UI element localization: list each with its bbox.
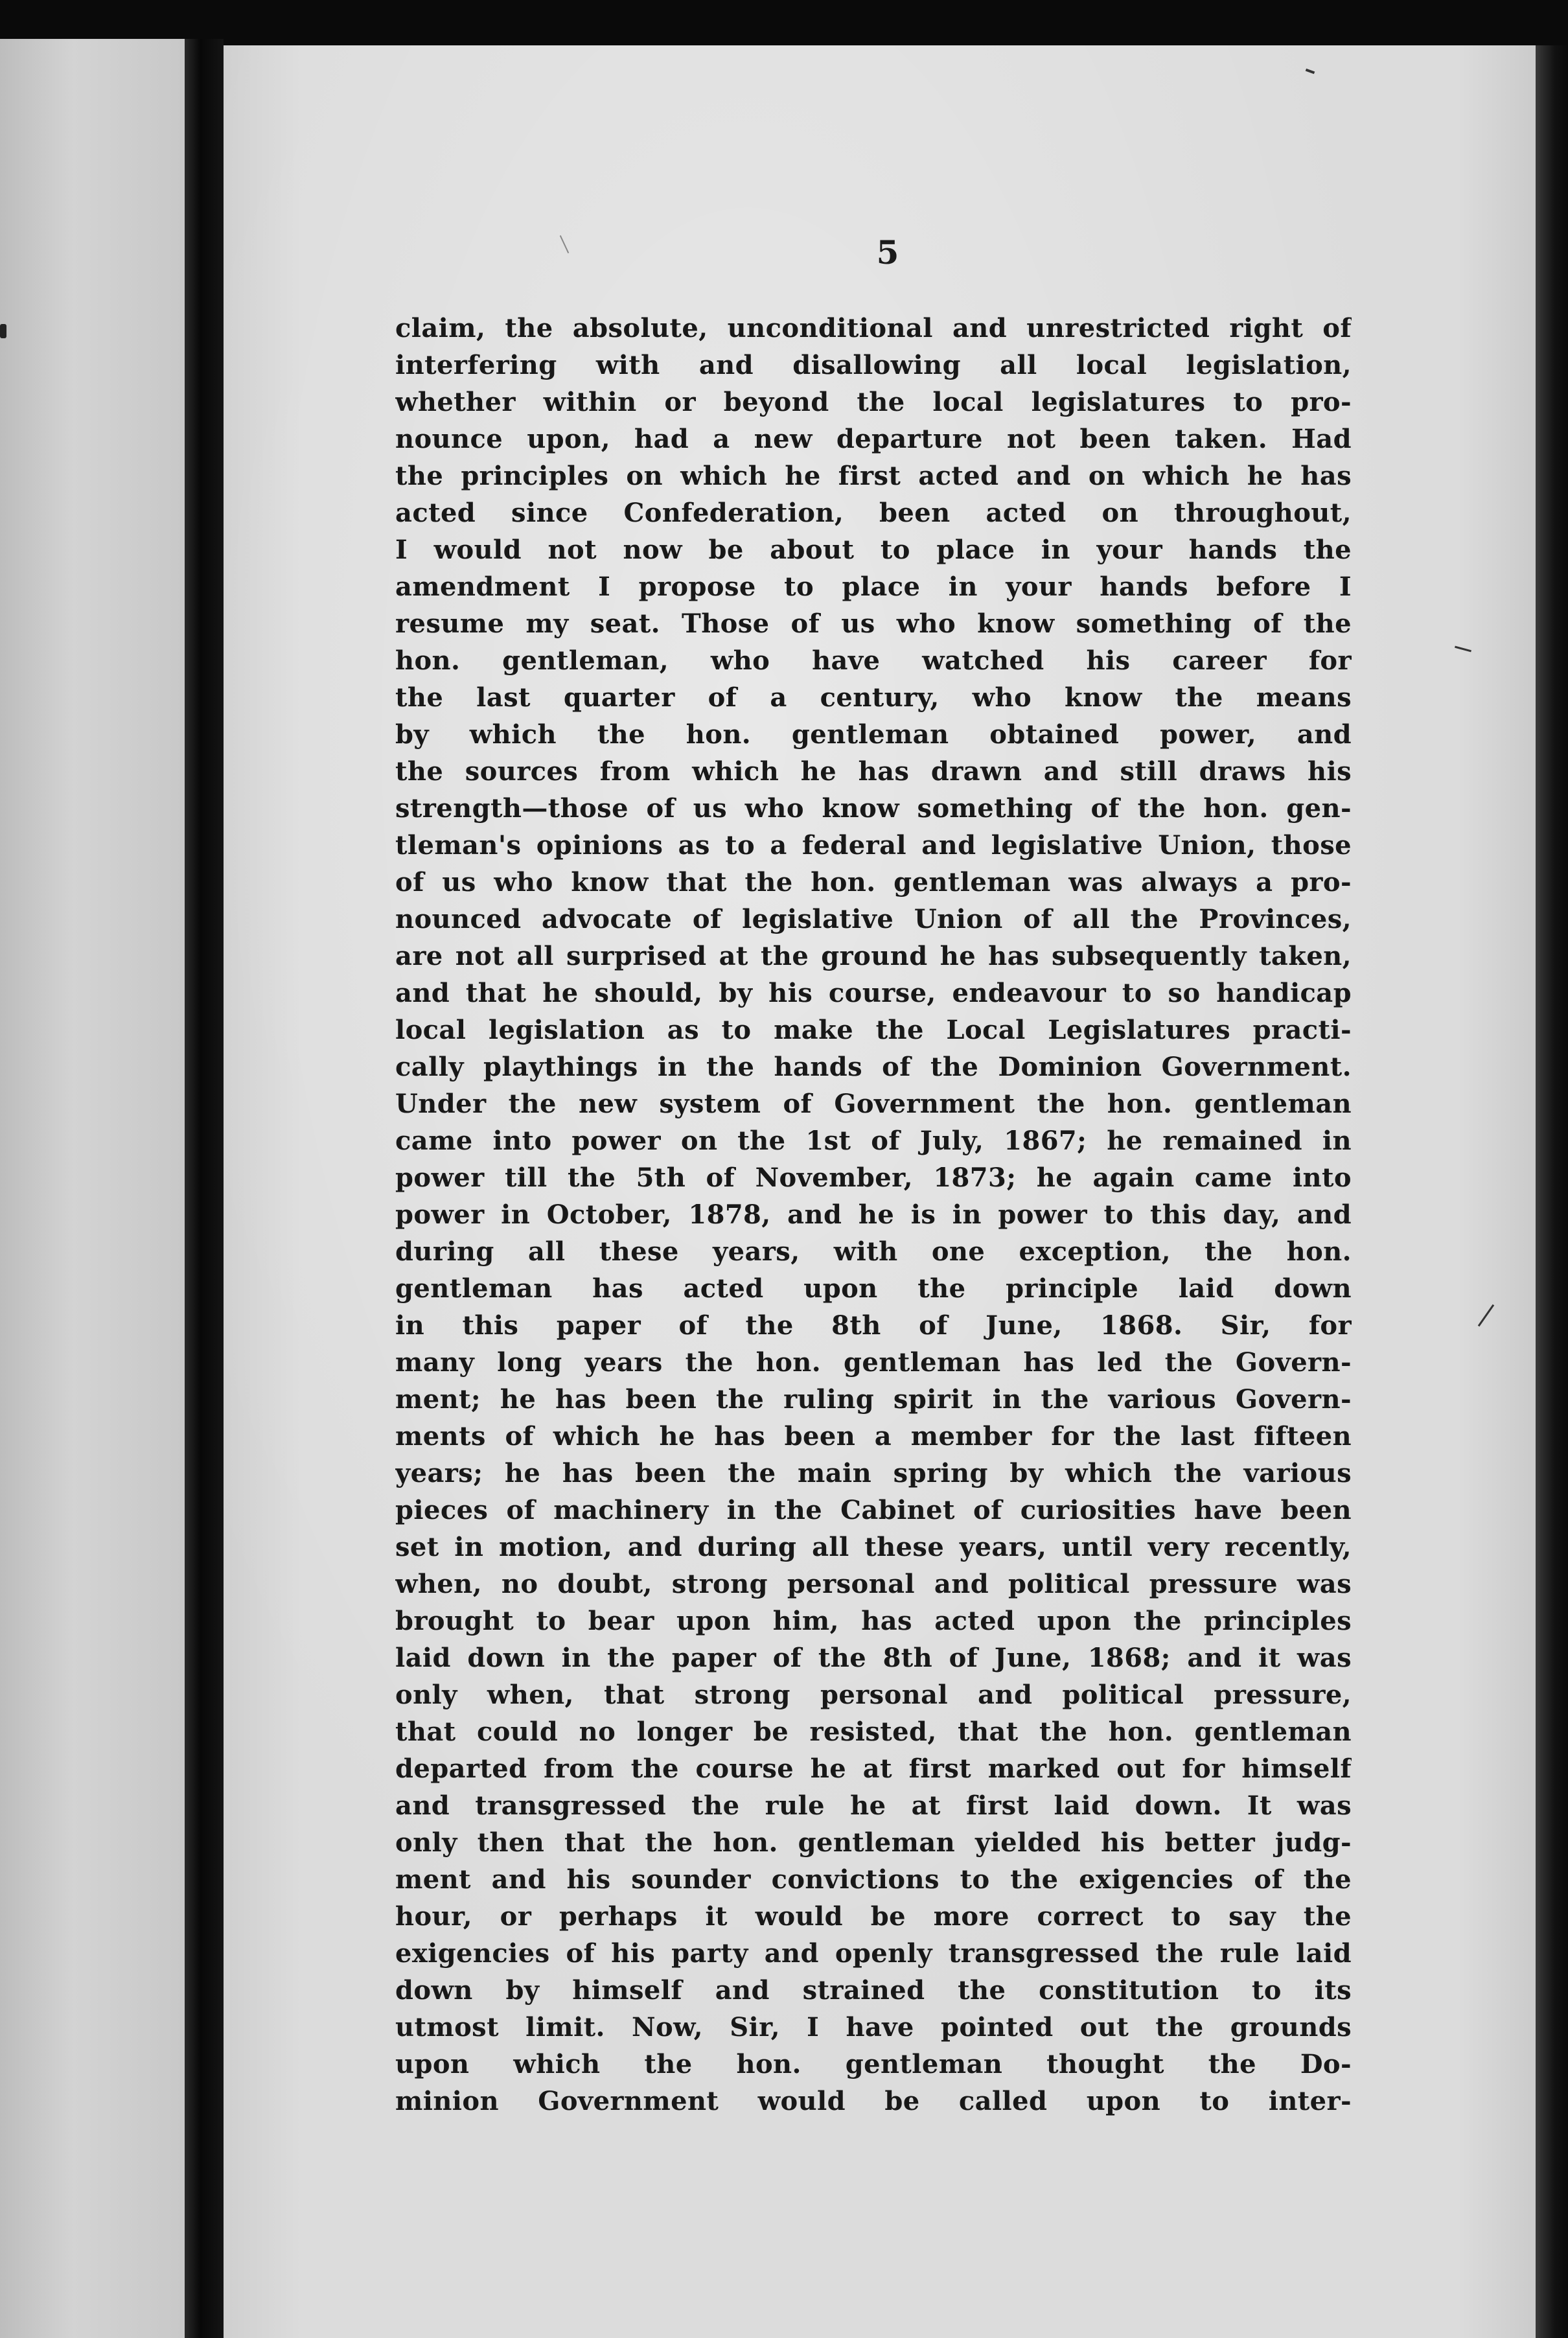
text-line: upon which the hon. gentleman thought the Do-: [395, 2049, 1352, 2079]
text-line: cally playthings in the hands of the Dominion Government.: [395, 1052, 1352, 1082]
text-line: during all these years, with one exception, the hon.: [395, 1236, 1352, 1267]
facing-page: [0, 39, 185, 2338]
text-line: the last quarter of a century, who know the means: [395, 682, 1352, 713]
text-line: power in October, 1878, and he is in power to this day, and: [395, 1199, 1352, 1230]
text-line: many long years the hon. gentleman has led the Govern-: [395, 1347, 1352, 1378]
text-line: when, no doubt, strong personal and political pressure was: [395, 1569, 1352, 1599]
text-line: tleman's opinions as to a federal and legislative Union, those: [395, 830, 1352, 861]
text-line: only when, that strong personal and political pressure,: [395, 1680, 1352, 1710]
text-line: only then that the hon. gentleman yielded his better judg-: [395, 1827, 1352, 1858]
text-line: of us who know that the hon. gentleman was always a pro-: [395, 867, 1352, 897]
text-line: are not all surprised at the ground he has subsequently taken,: [395, 941, 1352, 971]
text-line: whether within or beyond the local legislatures to pro-: [395, 387, 1352, 417]
scan-top-border: [0, 0, 1568, 47]
text-line: that could no longer be resisted, that the hon. gentleman: [395, 1717, 1352, 1747]
text-line: hon. gentleman, who have watched his career for: [395, 645, 1352, 676]
text-line: down by himself and strained the constitution to its: [395, 1975, 1352, 2006]
text-line: the sources from which he has drawn and still draws his: [395, 756, 1352, 787]
text-line: by which the hon. gentleman obtained power, and: [395, 719, 1352, 750]
text-line: and transgressed the rule he at first laid down. It was: [395, 1790, 1352, 1821]
page-edge: [1536, 45, 1568, 2338]
text-line: acted since Confederation, been acted on throughout,: [395, 498, 1352, 528]
text-line: in this paper of the 8th of June, 1868. Sir, for: [395, 1310, 1352, 1341]
text-line: gentleman has acted upon the principle laid down: [395, 1273, 1352, 1304]
text-line: ment and his sounder convictions to the exigencies of the: [395, 1864, 1352, 1895]
text-line: years; he has been the main spring by which the various: [395, 1458, 1352, 1488]
page-body-text: [395, 310, 1352, 2120]
text-line: set in motion, and during all these years, until very recently,: [395, 1532, 1352, 1562]
text-line: amendment I propose to place in your hands before I: [395, 572, 1352, 602]
text-line: pieces of machinery in the Cabinet of curiosities have been: [395, 1495, 1352, 1525]
text-line: local legislation as to make the Local Legislatures practi-: [395, 1015, 1352, 1045]
book-gutter: [185, 39, 224, 2338]
text-line: strength—those of us who know something of the hon. gen-: [395, 793, 1352, 824]
text-line: resume my seat. Those of us who know something of the: [395, 608, 1352, 639]
page-number: 5: [876, 233, 899, 272]
text-line: nounced advocate of legislative Union of all the Provinces,: [395, 904, 1352, 934]
text-line: departed from the course he at first marked out for himself: [395, 1753, 1352, 1784]
text-line: ment; he has been the ruling spirit in the various Govern-: [395, 1384, 1352, 1415]
text-line: nounce upon, had a new departure not been taken. Had: [395, 424, 1352, 454]
text-line: Under the new system of Government the hon. gentleman: [395, 1089, 1352, 1119]
text-line: the principles on which he first acted and on which he has: [395, 461, 1352, 491]
text-line: I would not now be about to place in your hands the: [395, 535, 1352, 565]
text-line: exigencies of his party and openly transgressed the rule laid: [395, 1938, 1352, 1969]
text-line: hour, or perhaps it would be more correct to say the: [395, 1901, 1352, 1932]
text-line: claim, the absolute, unconditional and unrestricted right of: [395, 313, 1352, 343]
text-line: minion Government would be called upon to inter-: [395, 2086, 1352, 2116]
text-line: and that he should, by his course, endeavour to so handicap: [395, 978, 1352, 1008]
text-line: power till the 5th of November, 1873; he again came into: [395, 1163, 1352, 1193]
text-line: brought to bear upon him, has acted upon the principles: [395, 1606, 1352, 1636]
text-line: laid down in the paper of the 8th of June, 1868; and it was: [395, 1643, 1352, 1673]
text-line: ments of which he has been a member for the last fifteen: [395, 1421, 1352, 1452]
text-line: came into power on the 1st of July, 1867; he remained in: [395, 1126, 1352, 1156]
facing-page-mark: [0, 324, 6, 338]
text-line: interfering with and disallowing all local legislation,: [395, 350, 1352, 380]
text-line: utmost limit. Now, Sir, I have pointed out the grounds: [395, 2012, 1352, 2043]
